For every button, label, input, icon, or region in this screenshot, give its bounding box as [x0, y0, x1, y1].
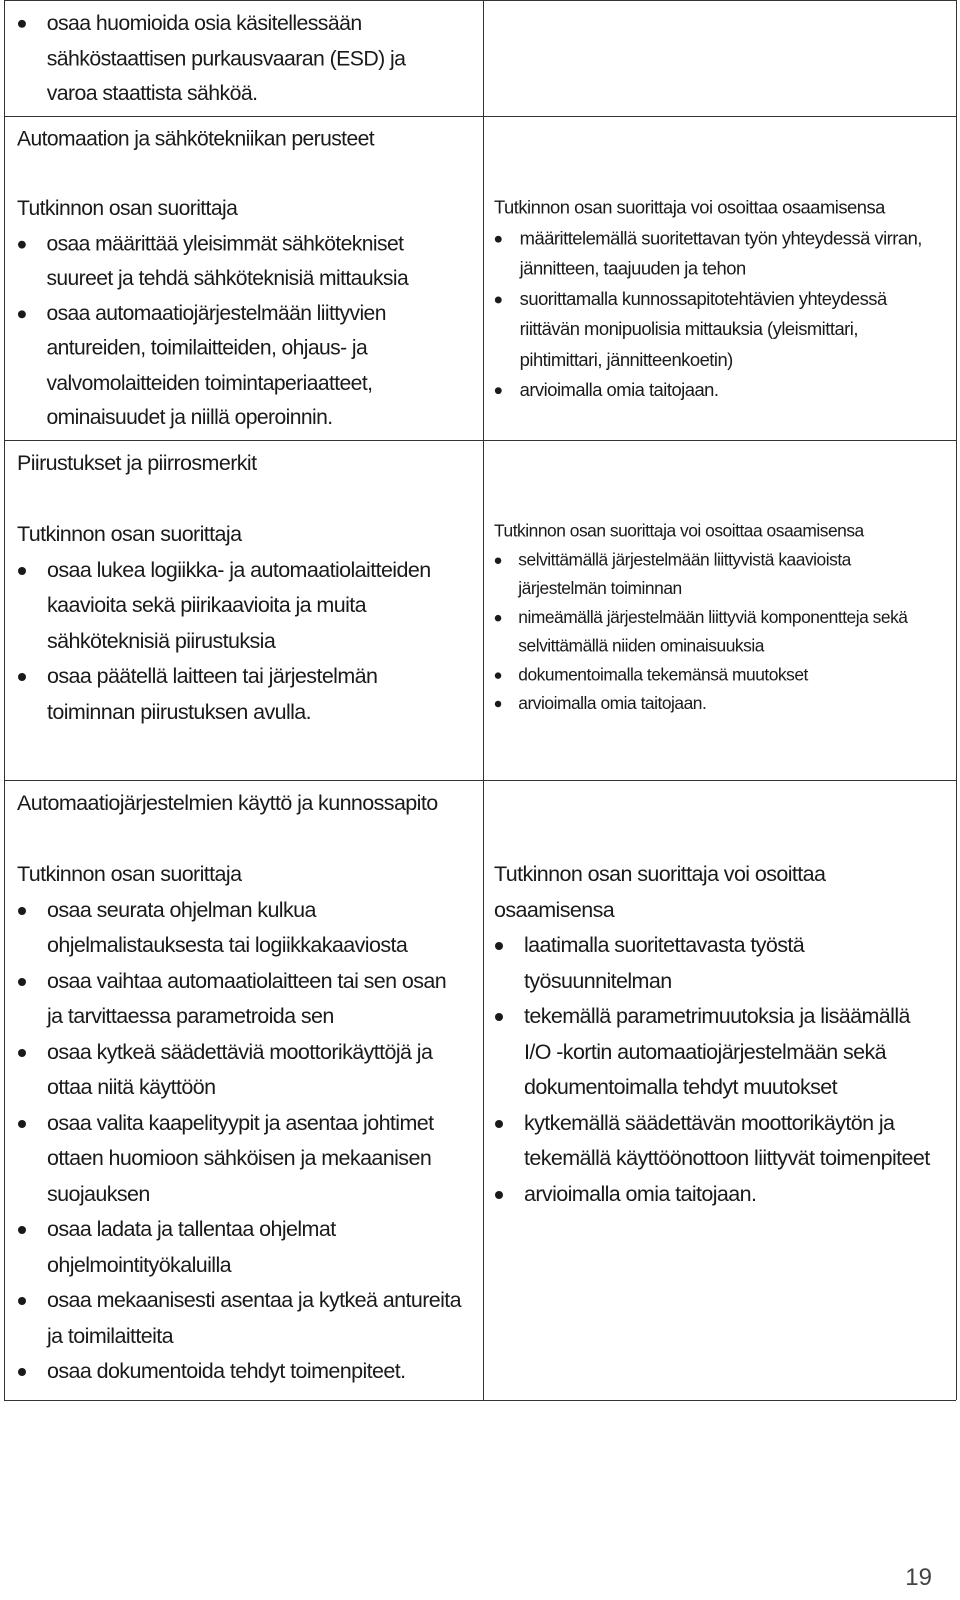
- list-item: osaa ladata ja tallentaa ohjelmat ohjelmointityökaluilla: [17, 1212, 465, 1283]
- left-cell-content: [17, 446, 465, 730]
- table-row-operation-maintenance: [4, 780, 956, 1401]
- left-cell-content: [17, 6, 457, 112]
- left-cell: [4, 0, 484, 116]
- table-row-drawings: [4, 440, 956, 781]
- list-item: osaa valita kaapelityypit ja asentaa johtimet ottaen huomioon sähköisen ja mekaanisen suojauksen: [17, 1106, 465, 1213]
- list-item: osaa mekaanisesti asentaa ja kytkeä antureita ja toimilaitteita: [17, 1283, 465, 1354]
- table-row-automation-basics: [4, 116, 956, 441]
- demonstration-label: Tutkinnon osan suorittaja voi osoittaa osaamisensa: [494, 862, 826, 922]
- left-cell: [4, 780, 484, 1400]
- right-cell: [482, 0, 957, 116]
- demonstration-list: [494, 546, 942, 718]
- spacer: [17, 157, 465, 192]
- left-cell-content: [17, 122, 465, 436]
- skill-list: [17, 893, 465, 1390]
- performer-label: Tutkinnon osan suorittaja: [17, 862, 242, 886]
- list-item: arvioimalla omia taitojaan.: [494, 689, 942, 718]
- list-item: suorittamalla kunnossapitotehtävien yhteydessä riittävän monipuolisia mittauksia (yleismittari, pihtimittari, jännitteenkoetin): [494, 284, 942, 375]
- section-heading: Piirustukset ja piirrosmerkit: [17, 451, 257, 475]
- skill-list: [17, 6, 457, 112]
- demonstration-list: [494, 928, 942, 1212]
- list-item: osaa vaihtaa automaatiolaitteen tai sen osan ja tarvittaessa parametroida sen: [17, 964, 465, 1035]
- right-cell: [482, 780, 957, 1400]
- skill-list: [17, 227, 465, 436]
- list-item: selvittämällä järjestelmään liittyvistä kaavioista järjestelmän toiminnan: [494, 546, 942, 603]
- list-item: tekemällä parametrimuutoksia ja lisäämällä I/O -kortin automaatiojärjestelmään sekä dokumentoimalla tehdyt muutokset: [494, 999, 942, 1106]
- list-item: arvioimalla omia taitojaan.: [494, 375, 942, 405]
- left-cell: [4, 116, 484, 440]
- list-item: määrittelemällä suoritettavan työn yhteydessä virran, jännitteen, taajuuden ja tehon: [494, 223, 942, 284]
- list-item: osaa seurata ohjelman kulkua ohjelmalistauksesta tai logiikkakaaviosta: [17, 893, 465, 964]
- right-cell-content: [494, 517, 942, 718]
- list-item: osaa automaatiojärjestelmään liittyvien antureiden, toimilaitteiden, ohjaus- ja valvomolaitteiden toimintaperiaatteet, ominaisuudet ja niillä operoinnin.: [17, 296, 465, 435]
- list-item: osaa huomioida osia käsitellessään sähköstaattisen purkausvaaran (ESD) ja varoa staattista sähköä.: [17, 6, 457, 112]
- demonstration-label: Tutkinnon osan suorittaja voi osoittaa osaamisensa: [494, 197, 885, 218]
- list-item: osaa dokumentoida tehdyt toimenpiteet.: [17, 1354, 465, 1390]
- list-item: osaa lukea logiikka- ja automaatiolaitteiden kaavioita sekä piirikaavioita ja muita sähköteknisiä piirustuksia: [17, 553, 465, 660]
- demonstration-list: [494, 223, 942, 405]
- list-item: osaa kytkeä säädettäviä moottorikäyttöjä ja ottaa niitä käyttöön: [17, 1035, 465, 1106]
- list-item: nimeämällä järjestelmään liittyviä komponentteja sekä selvittämällä niiden ominaisuuksia: [494, 603, 942, 660]
- list-item: laatimalla suoritettavasta työstä työsuunnitelman: [494, 928, 942, 999]
- right-cell: [482, 440, 957, 780]
- list-item: arvioimalla omia taitojaan.: [494, 1177, 942, 1213]
- list-item: osaa määrittää yleisimmät sähkötekniset suureet ja tehdä sähköteknisiä mittauksia: [17, 227, 465, 297]
- list-item: dokumentoimalla tekemänsä muutokset: [494, 661, 942, 690]
- performer-label: Tutkinnon osan suorittaja: [17, 196, 238, 221]
- section-heading: Automaatiojärjestelmien käyttö ja kunnossapito: [17, 791, 438, 815]
- list-item: kytkemällä säädettävän moottorikäytön ja tekemällä käyttöönottoon liittyvät toimenpiteet: [494, 1106, 942, 1177]
- right-cell-content: [494, 857, 942, 1212]
- left-cell: [4, 440, 484, 780]
- section-heading: Automaation ja sähkötekniikan perusteet: [17, 126, 375, 151]
- table-row-esd: [4, 0, 956, 117]
- page-number: 19: [905, 1564, 932, 1591]
- right-cell: [482, 116, 957, 440]
- left-cell-content: [17, 786, 465, 1390]
- spacer: [17, 482, 465, 518]
- skill-list: [17, 553, 465, 731]
- list-item: osaa päätellä laitteen tai järjestelmän toiminnan piirustuksen avulla.: [17, 659, 465, 730]
- demonstration-label: Tutkinnon osan suorittaja voi osoittaa osaamisensa: [494, 521, 864, 541]
- performer-label: Tutkinnon osan suorittaja: [17, 522, 242, 546]
- right-cell-content: [494, 193, 942, 406]
- spacer: [17, 822, 465, 858]
